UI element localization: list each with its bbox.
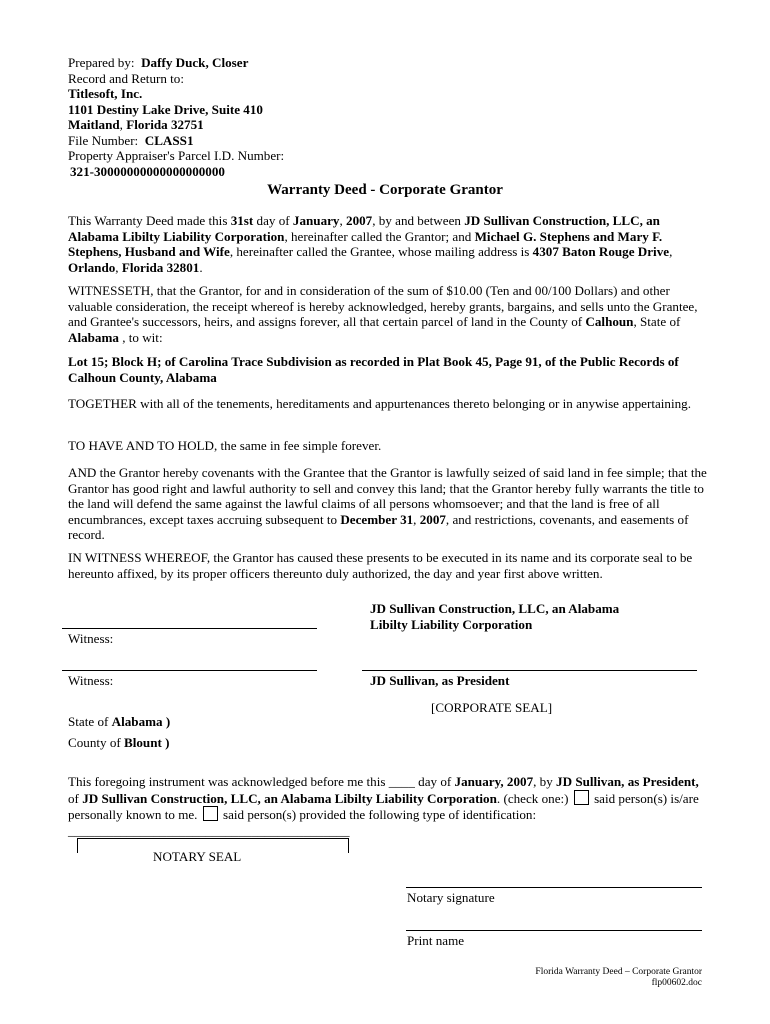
footer-file-code: flp00602.doc bbox=[651, 978, 702, 988]
file-number-label: File Number: bbox=[68, 132, 139, 148]
acknowledgment-paragraph: This foregoing instrument was acknowledged before me this ____ day of January, 2007, by JD Sullivan, as President, of JD Sullivan Construction, LLC, an Alabama Libilty Liability Corporation. (check one:) said person(s) is/are personally known to me. said person(s) provided the following type of identification: ___________________________________________ bbox=[68, 774, 699, 838]
record-return-label: Record and Return to: bbox=[68, 70, 184, 86]
grantor-company-name: JD Sullivan Construction, LLC, an Alabama Libilty Liability Corporation bbox=[370, 601, 620, 632]
return-address: 1101 Destiny Lake Drive, Suite 410 bbox=[68, 101, 263, 117]
return-city: Maitland bbox=[68, 117, 120, 132]
prepared-by-name: Daffy Duck, Closer bbox=[141, 55, 249, 70]
legal-description: Lot 15; Block H; of Carolina Trace Subdivision as recorded in Plat Book 45, Page 91, of the Public Records of Calhoun County, Alabama bbox=[68, 354, 679, 385]
return-company: Titlesoft, Inc. bbox=[68, 86, 143, 101]
notary-signature-label: Notary signature bbox=[407, 890, 495, 905]
notary-state-line: State of Alabama ) bbox=[68, 714, 171, 729]
signer-name: JD Sullivan, as President bbox=[370, 673, 510, 688]
print-name-line bbox=[406, 930, 702, 931]
parcel-label: Property Appraiser's Parcel I.D. Number: bbox=[68, 148, 285, 163]
witness2-label: Witness: bbox=[68, 673, 114, 688]
file-number: CLASS1 bbox=[144, 132, 194, 148]
witnesseth-paragraph: WITNESSETH, that the Grantor, for and in consideration of the sum of $10.00 (Ten and 00/100 Dollars) and other valuable consideration, the receipt whereof is hereby acknowledged, hereby grants, bargains, and sells unto the Grantee, and Grantee's successors, heirs, and assigns forever, all that certain parcel of land in the County of Calhoun, State of Alabama , to wit: bbox=[68, 283, 698, 345]
identification-checkbox[interactable] bbox=[203, 806, 218, 821]
print-name-label: Print name bbox=[407, 933, 465, 948]
grantee-name: Michael G. Stephens and Mary F. Stephens, Husband and Wife bbox=[68, 228, 663, 259]
to-have-clause: TO HAVE AND TO HOLD, the same in fee simple forever. bbox=[68, 438, 382, 453]
grantor-name: JD Sullivan Construction, LLC, an Alabama Libilty Liability Corporation bbox=[68, 213, 660, 244]
notary-seal-label: NOTARY SEAL bbox=[153, 849, 242, 864]
return-state-zip: Florida 32751 bbox=[126, 117, 204, 132]
notary-signature-line bbox=[406, 887, 702, 888]
prepared-by-line bbox=[68, 55, 468, 71]
in-witness-paragraph: IN WITNESS WHEREOF, the Grantor has caused these presents to be executed in its name and its corporate seal to be hereunto affixed, by its proper officers thereunto duly authorized, the day and year first above written. bbox=[68, 550, 693, 581]
return-city-line: Maitland, Florida 32751 bbox=[68, 117, 204, 132]
document-title: Warranty Deed - Corporate Grantor bbox=[267, 182, 503, 198]
personally-known-checkbox[interactable] bbox=[574, 790, 589, 805]
together-clause: TOGETHER with all of the tenements, hereditaments and appurtenances thereto belonging or in anywise appertaining. bbox=[68, 396, 691, 411]
witness1-signature-line bbox=[62, 628, 317, 629]
corporate-seal-label: [CORPORATE SEAL] bbox=[431, 700, 553, 715]
covenants-paragraph: AND the Grantor hereby covenants with the Grantee that the Grantor is lawfully seized of said land in fee simple; that the Grantor has good right and lawful authority to sell and convey this land; that the Grantor hereby fully warrants the title to the land will defend the same against the lawful claims of all persons whomsoever; and that the land is free of all encumbrances, except taxes accruing subsequent to December 31, 2007, and restrictions, covenants, and easements of record. bbox=[68, 465, 707, 542]
parcel-number: 321-30000000000000000000 bbox=[70, 163, 225, 179]
witness1-label: Witness: bbox=[68, 631, 114, 646]
prepared-by-label: Prepared by: bbox=[68, 55, 135, 70]
preparer-block bbox=[68, 55, 468, 179]
county-name: Calhoun bbox=[585, 314, 634, 329]
witness2-signature-line bbox=[62, 670, 317, 671]
state-name: Alabama bbox=[68, 329, 119, 345]
notary-county-line: County of Blount ) bbox=[68, 735, 170, 750]
footer bbox=[535, 967, 702, 989]
intro-paragraph: This Warranty Deed made this 31st day of January, 2007, by and between JD Sullivan Construction, LLC, an Alabama Libilty Liability Corporation, hereinafter called the Grantor; and Michael G. Stephens and Mary F. Stephens, Husband and Wife, hereinafter called the Grantee, whose mailing address is 4307 Baton Rouge Drive, Orlando, Florida 32801. bbox=[68, 213, 673, 275]
grantor-signature-line bbox=[362, 670, 697, 671]
footer-form-name: Florida Warranty Deed – Corporate Grantor bbox=[535, 967, 702, 977]
file-number-line bbox=[68, 133, 468, 149]
